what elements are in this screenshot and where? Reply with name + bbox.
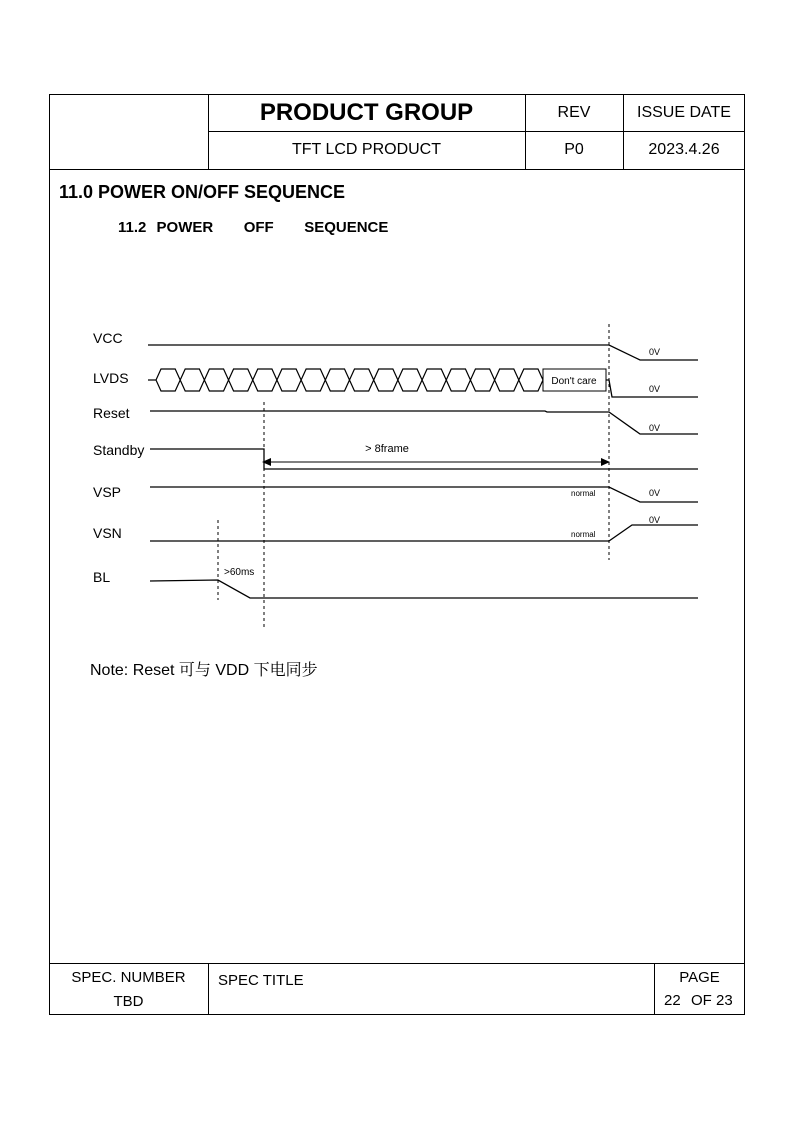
page-total: OF 23 [691,992,733,1009]
reset-zero-label: 0V [649,423,661,433]
spec-number-value: TBD [113,992,144,1010]
standby-waveform [150,449,698,469]
signal-label-standby: Standby [93,442,145,458]
vsp-normal-label: normal [571,489,596,498]
signal-label-reset: Reset [93,405,130,421]
vcc-zero-label: 0V [649,347,661,357]
spec-number-label: SPEC. NUMBER [71,968,186,986]
vsn-zero-label: 0V [649,515,661,525]
lvds-eye-pattern [148,369,543,391]
footer-col-divider-1 [208,963,209,1015]
vcc-waveform [148,345,698,360]
signal-label-vsn: VSN [93,525,122,541]
lvds-zero-label: 0V [649,384,661,394]
vsp-waveform [150,487,698,502]
vsn-normal-label: normal [571,530,596,539]
vsp-zero-label: 0V [649,488,661,498]
bl-waveform [150,580,698,598]
vsn-waveform [150,525,698,541]
product-group-title: PRODUCT GROUP [259,98,474,126]
bl-delay-label: >60ms [224,567,255,578]
page-current: 22 [664,992,681,1009]
section-title: 11.0 POWER ON/OFF SEQUENCE [59,182,346,202]
issue-date-label: ISSUE DATE [637,103,731,121]
dont-care-label: Don't care [551,376,597,387]
signal-label-bl: BL [93,569,111,585]
subsection-title: 11.2 POWER OFF SEQUENCE [118,219,389,236]
frame-duration-label: > 8frame [365,443,409,455]
rev-label: REV [557,103,591,121]
reset-waveform [150,411,698,434]
rev-value: P0 [564,141,584,158]
page-label: PAGE [679,968,720,986]
footer-top-border [49,963,745,964]
spec-title-label: SPEC TITLE [218,972,304,989]
signal-label-vcc: VCC [93,330,123,346]
issue-date-value: 2023.4.26 [648,141,720,158]
lvds-waveform [148,369,543,391]
signal-label-vsp: VSP [93,484,122,500]
note-text: Note: Reset 可与 VDD 下电同步 [90,662,318,679]
signal-label-lvds: LVDS [93,370,129,386]
product-name: TFT LCD PRODUCT [291,141,442,158]
